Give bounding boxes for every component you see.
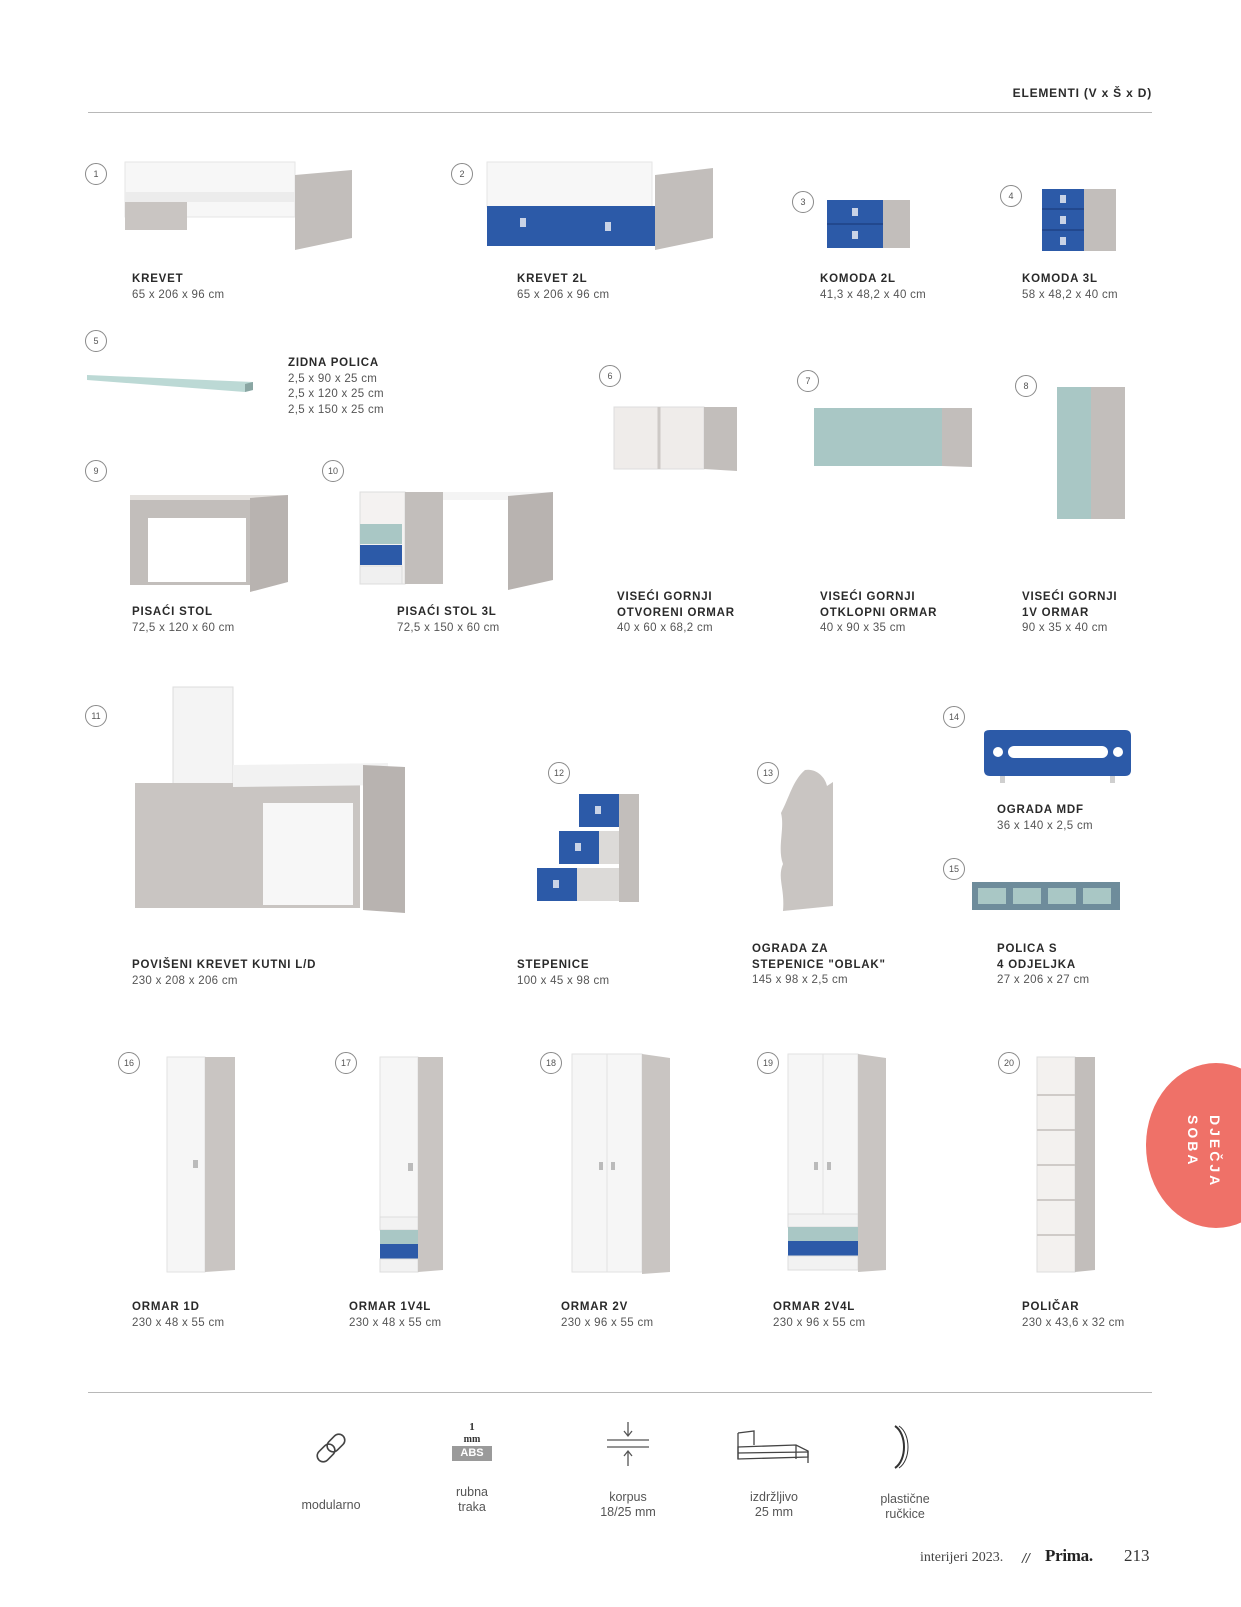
item-label-9: PISAĆI STOL 72,5 x 120 x 60 cm <box>132 606 235 634</box>
feature-rubna-traka: 1 mm ABS rubna traka <box>412 1422 532 1515</box>
item-number-8: 8 <box>1015 375 1037 397</box>
side-tab-text: DJEČJA SOBA <box>1185 1115 1223 1189</box>
viseci-otvoreni-ormar-illustration <box>612 405 747 475</box>
item-label-8: VISEĆI GORNJI 1V ORMAR 90 x 35 x 40 cm <box>1022 591 1118 634</box>
item-number-5: 5 <box>85 330 107 352</box>
ormar-1d-illustration <box>165 1055 245 1277</box>
item-number-4: 4 <box>1000 185 1022 207</box>
stepenice-illustration <box>535 792 645 907</box>
feature-plasticne-ruckice: plastične ručkice <box>845 1422 965 1522</box>
item-number-13: 13 <box>757 762 779 784</box>
item-number-20: 20 <box>998 1052 1020 1074</box>
ograda-oblak-illustration <box>775 768 840 913</box>
item-label-4: KOMODA 3L 58 x 48,2 x 40 cm <box>1022 273 1118 301</box>
komoda-3l-illustration <box>1040 187 1120 257</box>
pisaci-stol-illustration <box>128 490 293 600</box>
item-number-11: 11 <box>85 705 107 727</box>
item-number-1: 1 <box>85 163 107 185</box>
item-label-18: ORMAR 2V 230 x 96 x 55 cm <box>561 1301 654 1329</box>
item-label-17: ORMAR 1V4L 230 x 48 x 55 cm <box>349 1301 442 1329</box>
policar-illustration <box>1035 1055 1100 1277</box>
viseci-1v-ormar-illustration <box>1055 385 1130 525</box>
item-number-6: 6 <box>599 365 621 387</box>
item-label-15: POLICA S 4 ODJELJKA 27 x 206 x 27 cm <box>997 943 1090 986</box>
item-label-3: KOMODA 2L 41,3 x 48,2 x 40 cm <box>820 273 927 301</box>
header-divider <box>88 112 1152 113</box>
item-label-20: POLIČAR 230 x 43,6 x 32 cm <box>1022 1301 1125 1329</box>
item-label-6: VISEĆI GORNJI OTVORENI ORMAR 40 x 60 x 68,2 cm <box>617 591 735 634</box>
footer-separator: // <box>1022 1550 1030 1566</box>
page-number: 213 <box>1124 1546 1150 1565</box>
ormar-1v4l-illustration <box>378 1055 458 1277</box>
item-label-16: ORMAR 1D 230 x 48 x 55 cm <box>132 1301 225 1329</box>
abs-edge-icon: ABS <box>452 1446 492 1461</box>
features-divider <box>88 1392 1152 1393</box>
povisen-krevet-kutni-illustration <box>133 685 418 915</box>
viseci-otklopni-ormar-illustration <box>812 405 977 475</box>
item-number-15: 15 <box>943 858 965 880</box>
polica-4-odjeljka-illustration <box>970 880 1125 915</box>
item-number-17: 17 <box>335 1052 357 1074</box>
handle-icon <box>885 1422 925 1472</box>
zidna-polica-illustration <box>85 370 260 400</box>
item-label-2: KREVET 2L 65 x 206 x 96 cm <box>517 273 610 301</box>
item-number-10: 10 <box>322 460 344 482</box>
feature-korpus: korpus 18/25 mm <box>568 1420 688 1520</box>
item-label-10: PISAĆI STOL 3L 72,5 x 150 x 60 cm <box>397 606 500 634</box>
krevet-illustration <box>120 160 360 255</box>
item-label-7: VISEĆI GORNJI OTKLOPNI ORMAR 40 x 90 x 35 cm <box>820 591 938 634</box>
item-number-9: 9 <box>85 460 107 482</box>
feature-modularno: modularno <box>271 1425 391 1513</box>
ormar-2v-illustration <box>570 1052 675 1277</box>
ormar-2v4l-illustration <box>786 1052 891 1277</box>
item-label-1: KREVET 65 x 206 x 96 cm <box>132 273 225 301</box>
ograda-mdf-illustration <box>980 728 1135 788</box>
item-number-3: 3 <box>792 191 814 213</box>
bed-icon <box>734 1425 814 1465</box>
item-number-14: 14 <box>943 706 965 728</box>
panel-thickness-icon <box>603 1420 653 1470</box>
item-number-2: 2 <box>451 163 473 185</box>
item-number-12: 12 <box>548 762 570 784</box>
footer-brand-logo: Prima. <box>1045 1546 1093 1565</box>
item-label-5: ZIDNA POLICA 2,5 x 90 x 25 cm 2,5 x 120 x 25 cm 2,5 x 150 x 25 cm <box>288 357 384 416</box>
item-number-18: 18 <box>540 1052 562 1074</box>
komoda-2l-illustration <box>825 198 915 253</box>
item-number-7: 7 <box>797 370 819 392</box>
link-icon <box>311 1428 351 1468</box>
krevet-2l-illustration <box>485 160 725 255</box>
item-label-11: POVIŠENI KREVET KUTNI L/D 230 x 208 x 206 cm <box>132 959 317 987</box>
item-label-13: OGRADA ZA STEPENICE "OBLAK" 145 x 98 x 2,5 cm <box>752 943 886 986</box>
item-number-16: 16 <box>118 1052 140 1074</box>
pisaci-stol-3l-illustration <box>358 490 558 600</box>
item-label-14: OGRADA MDF 36 x 140 x 2,5 cm <box>997 804 1093 832</box>
item-number-19: 19 <box>757 1052 779 1074</box>
feature-izdrzljivo: izdržljivo 25 mm <box>714 1425 834 1520</box>
footer-publication: interijeri 2023. <box>920 1550 1004 1565</box>
item-label-19: ORMAR 2V4L 230 x 96 x 55 cm <box>773 1301 866 1329</box>
item-label-12: STEPENICE 100 x 45 x 98 cm <box>517 959 610 987</box>
section-title: ELEMENTI (V x Š x D) <box>1012 86 1152 100</box>
